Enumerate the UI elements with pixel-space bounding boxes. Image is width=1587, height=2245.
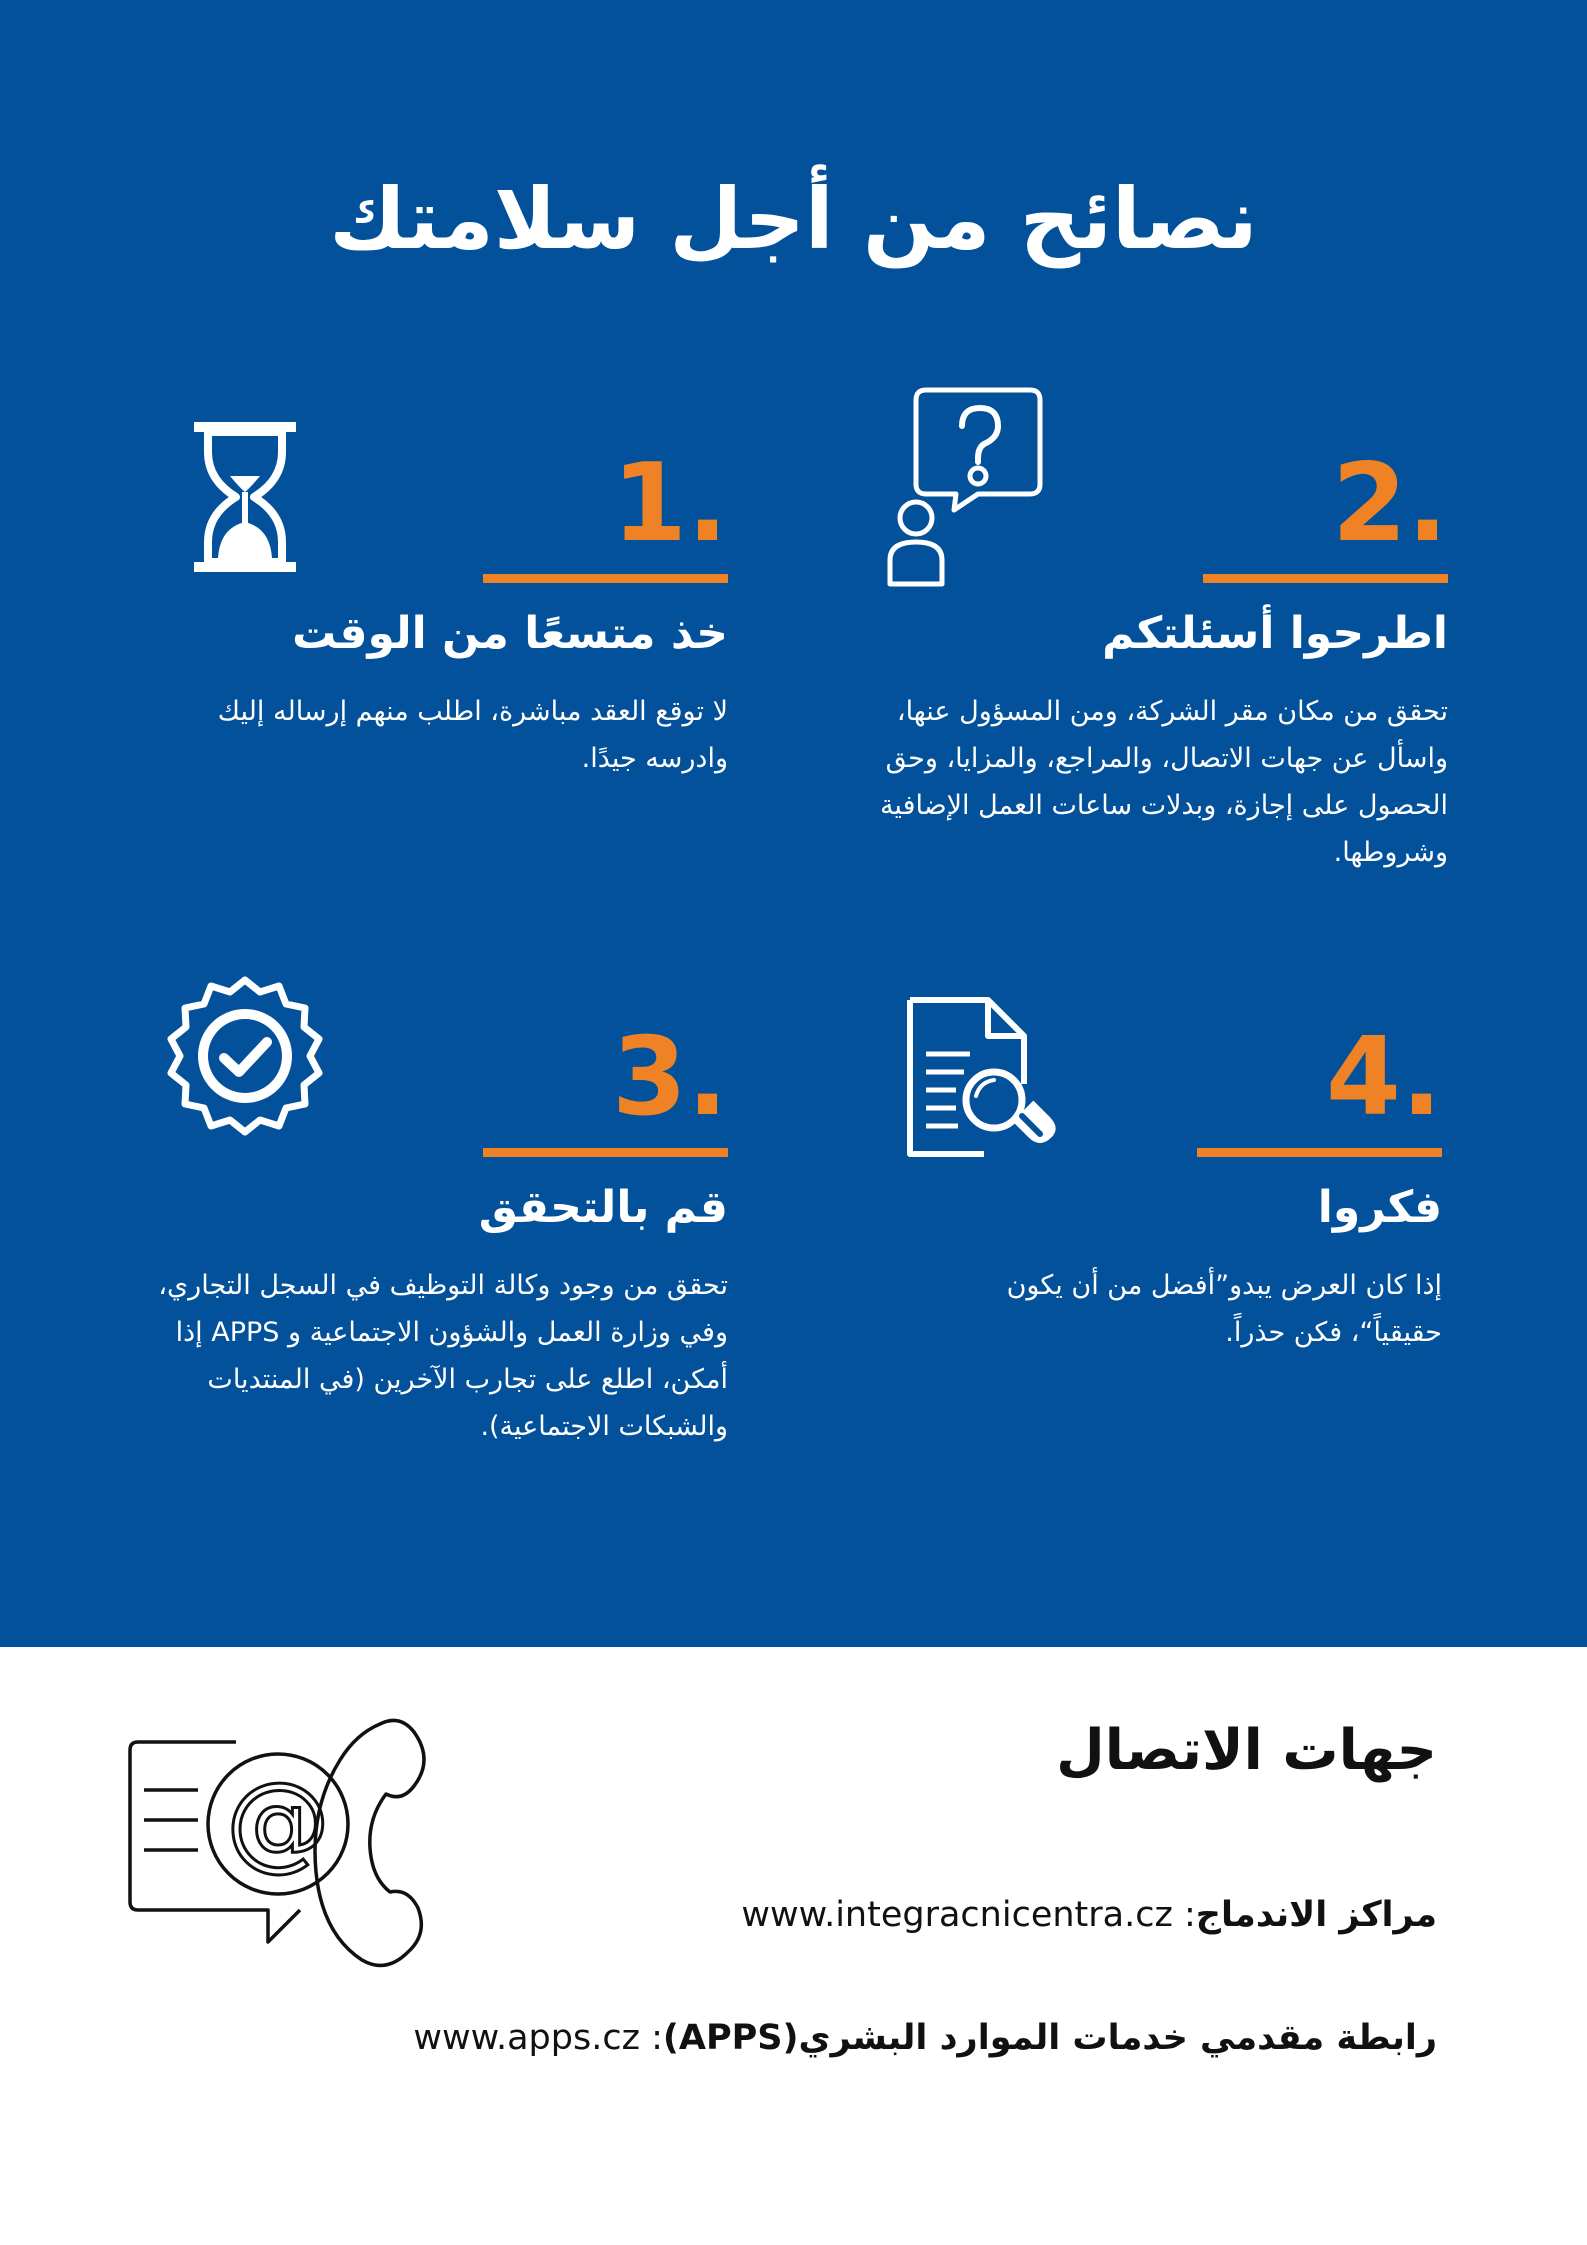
tip-4: [900, 1015, 1442, 1354]
divider: [483, 574, 728, 583]
svg-text:@: @: [226, 1760, 330, 1882]
tip-3: [130, 1015, 728, 1484]
contact-link[interactable]: www.apps.cz: [413, 2018, 640, 2058]
page-title: نصائح من أجل سلامتك: [329, 170, 1258, 268]
tip-body: تحقق من مكان مقر الشركة، ومن المسؤول عنها، واسأل عن جهات الاتصال، والمراجع، والمزايا، وحق الحصول على إجازة، وبدلات ساعات العمل الإضافية وشروطها.: [879, 696, 1448, 868]
tip-number: 2.: [1331, 441, 1448, 566]
contact-link[interactable]: www.integracnicentra.cz: [741, 1895, 1173, 1935]
contact-separator: :: [1183, 1895, 1196, 1935]
contact-line-apps: [413, 2018, 1437, 2058]
tip-heading: فكروا: [1317, 1182, 1442, 1233]
tip-2: [820, 441, 1448, 880]
divider: [1197, 1148, 1442, 1157]
tip-heading: خذ متسعًا من الوقت: [292, 608, 728, 659]
contact-label: رابطة مقدمي خدمات الموارد البشري(APPS): [662, 2018, 1437, 2058]
tip-1: [180, 441, 728, 810]
contacts-title: جهات الاتصال: [1056, 1718, 1437, 1783]
contact-line-integration: [741, 1895, 1437, 1935]
tip-heading: اطرحوا أسئلتكم: [1102, 608, 1448, 659]
message-email-phone-icon: [118, 1712, 438, 1992]
tip-number: 3.: [611, 1015, 728, 1140]
tip-heading: قم بالتحقق: [478, 1182, 728, 1233]
tip-number: 1.: [611, 441, 728, 566]
divider: [483, 1148, 728, 1157]
contact-separator: :: [651, 2018, 663, 2058]
tip-body: إذا كان العرض يبدو”أفضل من أن يكون حقيقياً“، فكن حذراً.: [1006, 1270, 1442, 1348]
tip-body: لا توقع العقد مباشرة، اطلب منهم إرساله إليك وادرسه جيدًا.: [217, 696, 728, 774]
divider: [1203, 574, 1448, 583]
contact-label: مراكز الاندماج: [1195, 1895, 1437, 1935]
tip-number: 4.: [1325, 1015, 1442, 1140]
tip-body: تحقق من وجود وكالة التوظيف في السجل التجاري، وفي وزارة العمل والشؤون الاجتماعية و APPS إذا أمكن، اطلع على تجارب الآخرين (في المنتديات والشبكات الاجتماعية).: [158, 1270, 728, 1442]
